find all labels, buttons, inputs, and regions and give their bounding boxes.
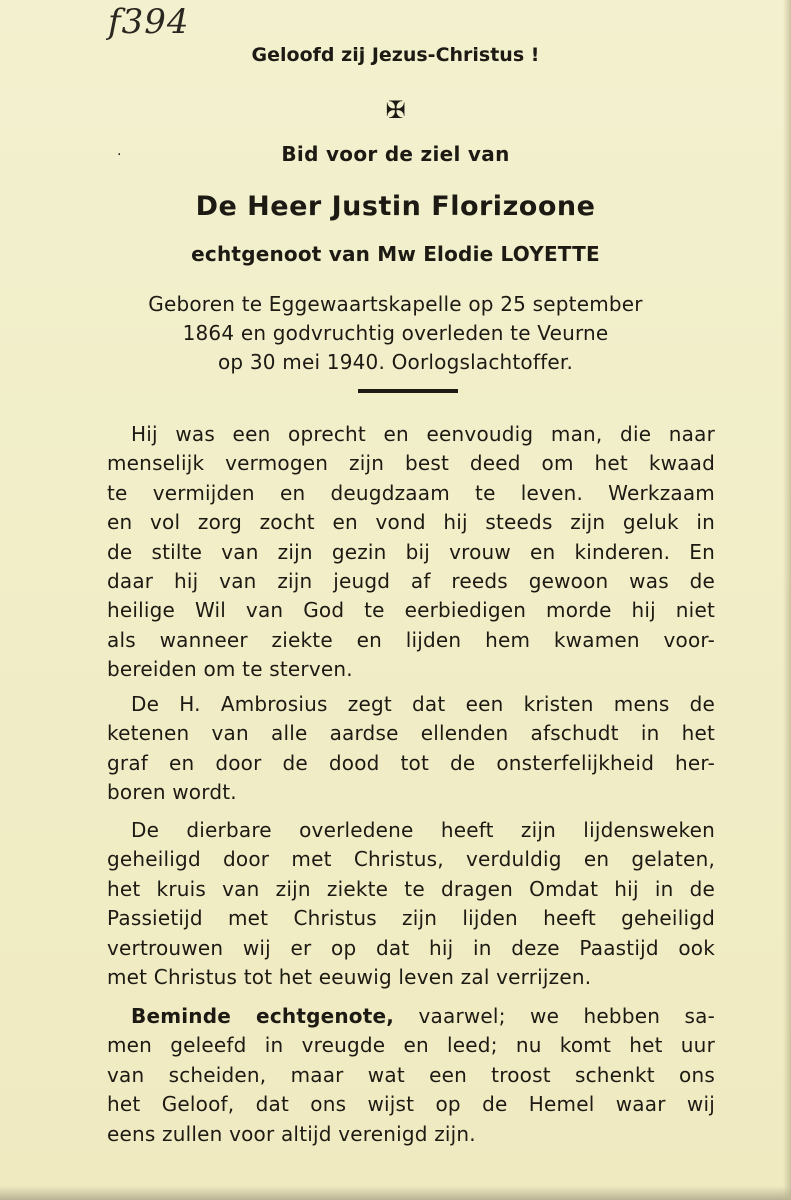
- text-line: van scheiden, maar wat een troost schenkt ons: [107, 1062, 715, 1087]
- text-line: Hij was een oprecht en eenvoudig man, die naar: [131, 422, 715, 446]
- cross-icon: ✠: [385, 96, 406, 124]
- text-line: en vol zorg zocht en vond hij steeds zijn geluk in: [107, 510, 715, 535]
- divider: [358, 389, 458, 393]
- paragraph-ambrosius: [107, 690, 715, 808]
- text-line: het kruis van zijn ziekte te dragen Omdat hij in de: [107, 876, 715, 901]
- deceased-name: De Heer Justin Florizoone: [195, 191, 596, 222]
- greeting: Geloofd zij Jezus-Christus !: [251, 44, 540, 66]
- text-line: menselijk vermogen zijn best deed om het kwaad: [107, 451, 715, 476]
- text-line: Passietijd met Christus zijn lijden heeft geheiligd: [107, 906, 715, 931]
- life-line: 1864 en godvruchtig overleden te Veurne: [182, 321, 609, 345]
- life-dates: [0, 290, 791, 377]
- text-line: boren wordt.: [107, 780, 237, 805]
- text-line: [107, 1002, 715, 1031]
- card-edge-shadow: [783, 0, 791, 1200]
- text-line: geheiligd door met Christus, verduldig en gelaten,: [107, 847, 715, 872]
- text-line: De dierbare overledene heeft zijn lijdensweken: [131, 818, 715, 842]
- text-line: ketenen van alle aardse ellenden afschudt in het: [107, 721, 715, 746]
- text-line: vertrouwen wij er op dat hij in deze Paastijd ook: [107, 935, 715, 960]
- paragraph-suffering: [107, 816, 715, 992]
- life-line: Geboren te Eggewaartskapelle op 25 september: [148, 292, 643, 316]
- text-line: als wanneer ziekte en lijden hem kwamen voor-: [107, 627, 715, 652]
- spouse-line: echtgenoot van Mw Elodie LOYETTE: [191, 242, 600, 266]
- text-line: te vermijden en deugdzaam te leven. Werkzaam: [107, 480, 715, 505]
- farewell-rest: vaarwel; we hebben sa-: [418, 1004, 716, 1028]
- text-line: bereiden om te sterven.: [107, 657, 353, 682]
- paragraph-farewell: [107, 1002, 715, 1149]
- text-line: men geleefd in vreugde en leed; nu komt het uur: [107, 1033, 715, 1058]
- speck: ·: [117, 147, 122, 163]
- prayer-line: Bid voor de ziel van: [281, 142, 510, 166]
- life-line: op 30 mei 1940. Oorlogslachtoffer.: [217, 350, 573, 374]
- text-line: De H. Ambrosius zegt dat een kristen mens de: [131, 692, 715, 716]
- text-line: het Geloof, dat ons wijst op de Hemel waar wij: [107, 1092, 715, 1117]
- text-line: graf en door de dood tot de onsterfelijkheid her-: [107, 750, 715, 775]
- archive-number: f394: [108, 2, 190, 42]
- text-line: met Christus tot het eeuwig leven zal verrijzen.: [107, 965, 592, 990]
- text-line: heilige Wil van God te eerbiedigen morde hij niet: [107, 598, 715, 623]
- text-line: eens zullen voor altijd verenigd zijn.: [107, 1121, 476, 1146]
- text-line: de stilte van zijn gezin bij vrouw en kinderen. En: [107, 539, 715, 564]
- farewell-address: Beminde echtgenote,: [131, 1004, 395, 1028]
- paragraph-character: [107, 420, 715, 685]
- text-line: daar hij van zijn jeugd af reeds gewoon was de: [107, 569, 715, 594]
